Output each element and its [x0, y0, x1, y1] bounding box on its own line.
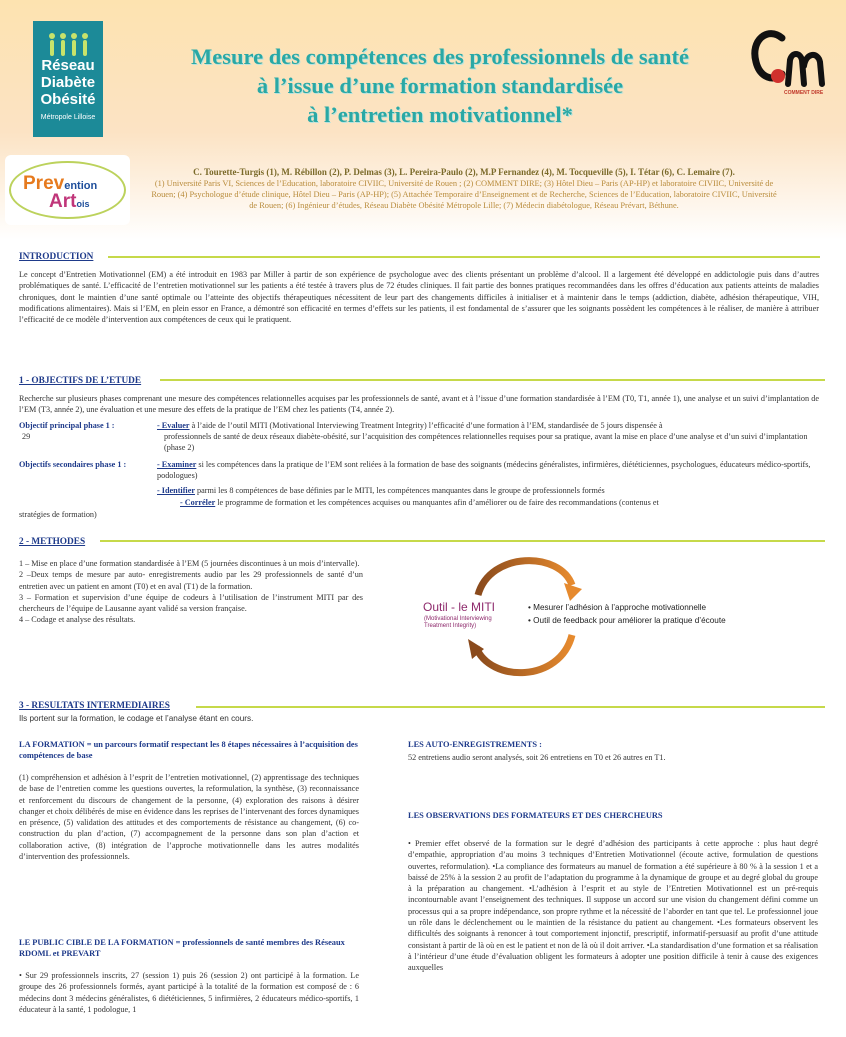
reseau-diabete-logo: [33, 21, 103, 137]
methodes-title: 2 - METHODES: [19, 537, 86, 547]
logo-line: Obésité: [40, 91, 96, 108]
objectifs-secondaires-label: Objectifs secondaires phase 1 :: [19, 460, 127, 469]
objectif-principal-text: [157, 420, 820, 431]
title-line: à l’issue d’une formation standardisée: [256, 73, 624, 98]
public-title: LE PUBLIC CIBLE DE LA FORMATION = professionnels de santé membres des Réseaux RDOML et PREVART: [19, 938, 345, 958]
title-line: Mesure des compétences des professionnels de santé: [191, 44, 689, 69]
secondaire-2: [157, 485, 820, 496]
objectifs-text: Recherche sur plusieurs phases comprenant une mesure des compétences relationnelles acquises par les professionnels de santé, avant et à l’issue d’une formation standardisée à l’EM (T0, T1, année 1), une analyse et un suivi d’implantation de l’EM (T3, année 2), une évaluation et une mesure des effets de la pratique de l’EM chez les patients (T4, année 2).: [19, 394, 819, 415]
objectifs-secondaires-row: [19, 459, 126, 470]
logo-ention-text: ention: [64, 180, 98, 192]
section-rule: [196, 706, 825, 708]
keyword-identifier: - Identifier: [157, 486, 195, 495]
miti-bullet: • Outil de feedback pour améliorer la pratique d’écoute: [528, 616, 726, 625]
sec3-text-continued: stratégies de formation): [19, 510, 97, 519]
prevention-artois-logo: [5, 155, 130, 225]
miti-tool-subtitle: (Motivational Interviewing Treatment Integrity): [424, 616, 492, 629]
principal-text: à l’aide de l’outil MITI (Motivational Interviewing Treatment Integrity) l’efficacité d’une formation à l’EM, standardisée de 5 jours dispensée à: [191, 421, 663, 430]
logo-ois-text: ois: [76, 199, 90, 209]
methode-item: 2 –Deux temps de mesure par auto- enregistrements audio par les 29 professionnels de santé d’un entretien avec un patient en amont (T0) et en aval (T1) de la formation.: [19, 570, 363, 591]
intro-text: Le concept d’Entretien Motivationnel (EM) a été introduit en 1983 par Miller à partir de son expérience de psychologue avec des clients présentant un problème d’alcool. Il a largement été développé en addictologie puis dans d’autres problématiques de santé. L’efficacité de l’entretien motivationnel sur les patients a été testée à travers plus de 72 études cliniques. Il fait partie des bonnes pratiques recommandées dans les offres d’éducation aux patients atteints de maladies chroniques, dont le maintien d’une santé optimale ou l’atteinte des objectifs thérapeutiques nécessitent de leur part des changements difficiles à initialiser et à maintenir dans le temps (addiction, diabète, adhésion thérapeutique, VIH, modifications alimentaires). Mais si l’EM, en plein essor en France, a démontré son efficacité en termes d’effets sur les patients, il est fondamental de s’assurer que les soignants possèdent les compétences à le réaliser, de manière à attribuer l’efficacité de ce modèle d’intervention aux compétences de ceux qui le pratiquent.: [19, 270, 819, 325]
methodes-list: [19, 558, 363, 626]
sec1-text: si les compétences dans la pratique de l’EM sont reliées à la formation de base des soignants (médecins généralistes, infirmières, diététiciennes, psychologues, éducateurs médico-sportifs, podologues): [157, 460, 811, 481]
secondaire-1: [157, 459, 820, 482]
author-names: C. Tourette-Turgis (1), M. Rébillon (2), P. Delmas (3), L. Pereira-Paulo (2), M.P Fernandez (4), M. Tocqueville (5), I. Tétar (6), C. Lemaire (7).: [193, 167, 735, 177]
keyword-correler: - Corréler: [180, 498, 216, 507]
miti-bullet: • Mesurer l’adhésion à l’approche motivationnelle: [528, 603, 707, 612]
comment-dire-mark-icon: [748, 26, 832, 92]
principal-text-continued: professionnels de santé de deux réseaux diabète-obésité, sur l’acquisition des compétences relationnelles requises pour sa pratique, avant la mise en place d’une analyse et d’un suivi d’implantation (phase 2): [164, 432, 808, 453]
logo-art: [49, 191, 89, 213]
logo-subtitle: Métropole Lilloise: [40, 114, 96, 121]
secondaire-3: [180, 497, 820, 508]
sec3-text: le programme de formation et les compétences acquises ou manquantes afin d’améliorer ou de faire des recommandations (contenus et: [217, 498, 659, 507]
objectif-principal-row: [19, 420, 115, 431]
comment-dire-text: COMMENT DIRE: [784, 90, 824, 96]
keyword-evaluer: - Evaluer: [157, 421, 190, 430]
comment-dire-logo: [748, 26, 832, 98]
formation-title: LA FORMATION = un parcours formatif respectant les 8 étapes nécessaires à l’acquisition des compétences de base: [19, 740, 358, 760]
keyword-examiner: - Examiner: [157, 460, 197, 469]
resultats-title: 3 - RESULTATS INTERMEDIAIRES: [19, 701, 170, 711]
logo-line: Diabète: [40, 74, 96, 91]
methode-item: 3 – Formation et supervision d’une équipe de codeurs à l’utilisation de l’instrument MITI par des chercheurs de l’équipe de Lausanne ayant validé sa version française.: [19, 592, 363, 614]
auto-enregistrements-title: LES AUTO-ENREGISTREMENTS :: [408, 740, 542, 749]
logo-art-text: Art: [49, 191, 77, 212]
miti-tool-label: Outil - le MITI: [423, 600, 496, 614]
resultats-intro: Ils portent sur la formation, le codage et l’analyse étant en cours.: [19, 714, 254, 723]
people-icon: [33, 21, 103, 57]
poster-header: [0, 0, 846, 240]
objectif-principal-label: Objectif principal phase 1 :: [19, 421, 115, 430]
section-rule: [160, 379, 825, 381]
methode-item: 4 – Codage et analyse des résultats.: [19, 615, 136, 625]
auto-enregistrements-text: 52 entretiens audio seront analysés, soit 26 entretiens en T0 et 26 autres en T1.: [408, 753, 666, 762]
observations-title: LES OBSERVATIONS DES FORMATEURS ET DES CHERCHEURS: [408, 811, 663, 820]
title-line: à l’entretien motivationnel*: [307, 102, 573, 127]
poster-title: [150, 42, 730, 129]
logo-line: Réseau: [41, 57, 95, 74]
section-rule: [100, 540, 825, 542]
intro-title: INTRODUCTION: [19, 252, 94, 262]
methode-item: 1 – Mise en place d’une formation standardisée à l’EM (5 journées discontinues à un mois d’intervalle).: [19, 559, 360, 568]
public-text: • Sur 29 professionnels inscrits, 27 (session 1) puis 26 (session 2) ont participé à la formation. Le groupe des 26 professionnels formés, ayant participé à la totalité de la formation est composé de : 6 médecins dont 3 médecins généralistes, 6 diététiciennes, 5 infirmières, 2 éducateurs médico-sportifs, 1 éducateur à la santé, 1 podologue, 1: [19, 971, 359, 1014]
section-rule: [108, 256, 820, 258]
affiliations: (1) Université Paris VI, Sciences de l’Education, laboratoire CIVIIC, Université de Rouen ; (2) COMMENT DIRE; (3) Hôtel Dieu – Paris (AP-HP) et laboratoire CIVIIC, Université de Rouen; (4) Psychologue d’étude clinique, Hôtel Dieu – Paris (AP-HP); (5) Attachée Temporaire d’Enseignement et de Recherche, Sciences de l’Education, laboratoire CIVIIC, Université de Rouen; (6) Ingénieur d’études, Réseau Diabète Obésité Métropole Lille; (7) Médecin diabétologue, Réseau Prévart, Béthune.: [151, 179, 777, 210]
observations-text: • Premier effet observé de la formation sur le degré d’adhésion des participants à cette approche : plus haut degré d’empathie, appropriation d’au moins 3 techniques d’Entretien Motivationnel (écoute active, formulation de questions ouvertes, reformulation). •La compliance des formateurs au manuel de formation a été supérieure à 80 % à la session 1 et a baissé de 25% à la session 2 au profit de l’adaptation du programme à la dynamique de groupe et au degré global du groupe à la préparation au changement. •L’adhésion à l’esprit et au style de l’Entretien Motivationnel est un pré-requis incontournable avant l’enseignement des techniques. Il suppose un accord sur une vision du changement défini comme un processus qui a sa propre indépendance, son propre rythme et la nécessité de l’aborder en tant que tel. Le professionnel joue un rôle dans le déclenchement ou le maintien de la résistance du patient au changement. •Les formateurs observent les difficultés des soignants à renoncer à tout comportement injonctif, prescriptif, informatif-persuasif au profit d’une attitude consistant à partir de là où en est le patient et non de là où il doit arriver. •La standardisation d’une formation et sa réalisation à l’intérieur d’une étude d’évaluation obligent les formateurs à adopter une position difficile à tenir à cause des exigences auxquelles: [408, 839, 818, 973]
objectifs-title: 1 - OBJECTIFS DE L’ETUDE: [19, 376, 142, 386]
principal-number: 29: [22, 432, 31, 441]
sec2-text: parmi les 8 compétences de base définies par le MITI, les compétences manquantes dans le groupe de professionnels formés: [197, 486, 605, 495]
authors-block: [148, 167, 780, 211]
logo-prev-text: Prev: [23, 173, 65, 194]
formation-text: (1) compréhension et adhésion à l’esprit de l’entretien motivationnel, (2) apprentissage des techniques de base de l’entretien comme les questions ouvertes, la reformulation, la synthèse, (3) reconnaissance et renforcement du discours de changement de la personne, (4) exploration des raisons à désirer changer et choix délibérés de mise en évidence dans les reprises de l’intervenant des forces dynamiques en présence, (5) validation des attitudes et des comportements de résistance au changement, (6) co-construction du plan d’action, (7) accompagnement de la personne dans son plan d’action et collaboration active, (8) intégration de l’approche motivationnelle dans les autres modalités d’intervention des professionnels.: [19, 773, 359, 862]
